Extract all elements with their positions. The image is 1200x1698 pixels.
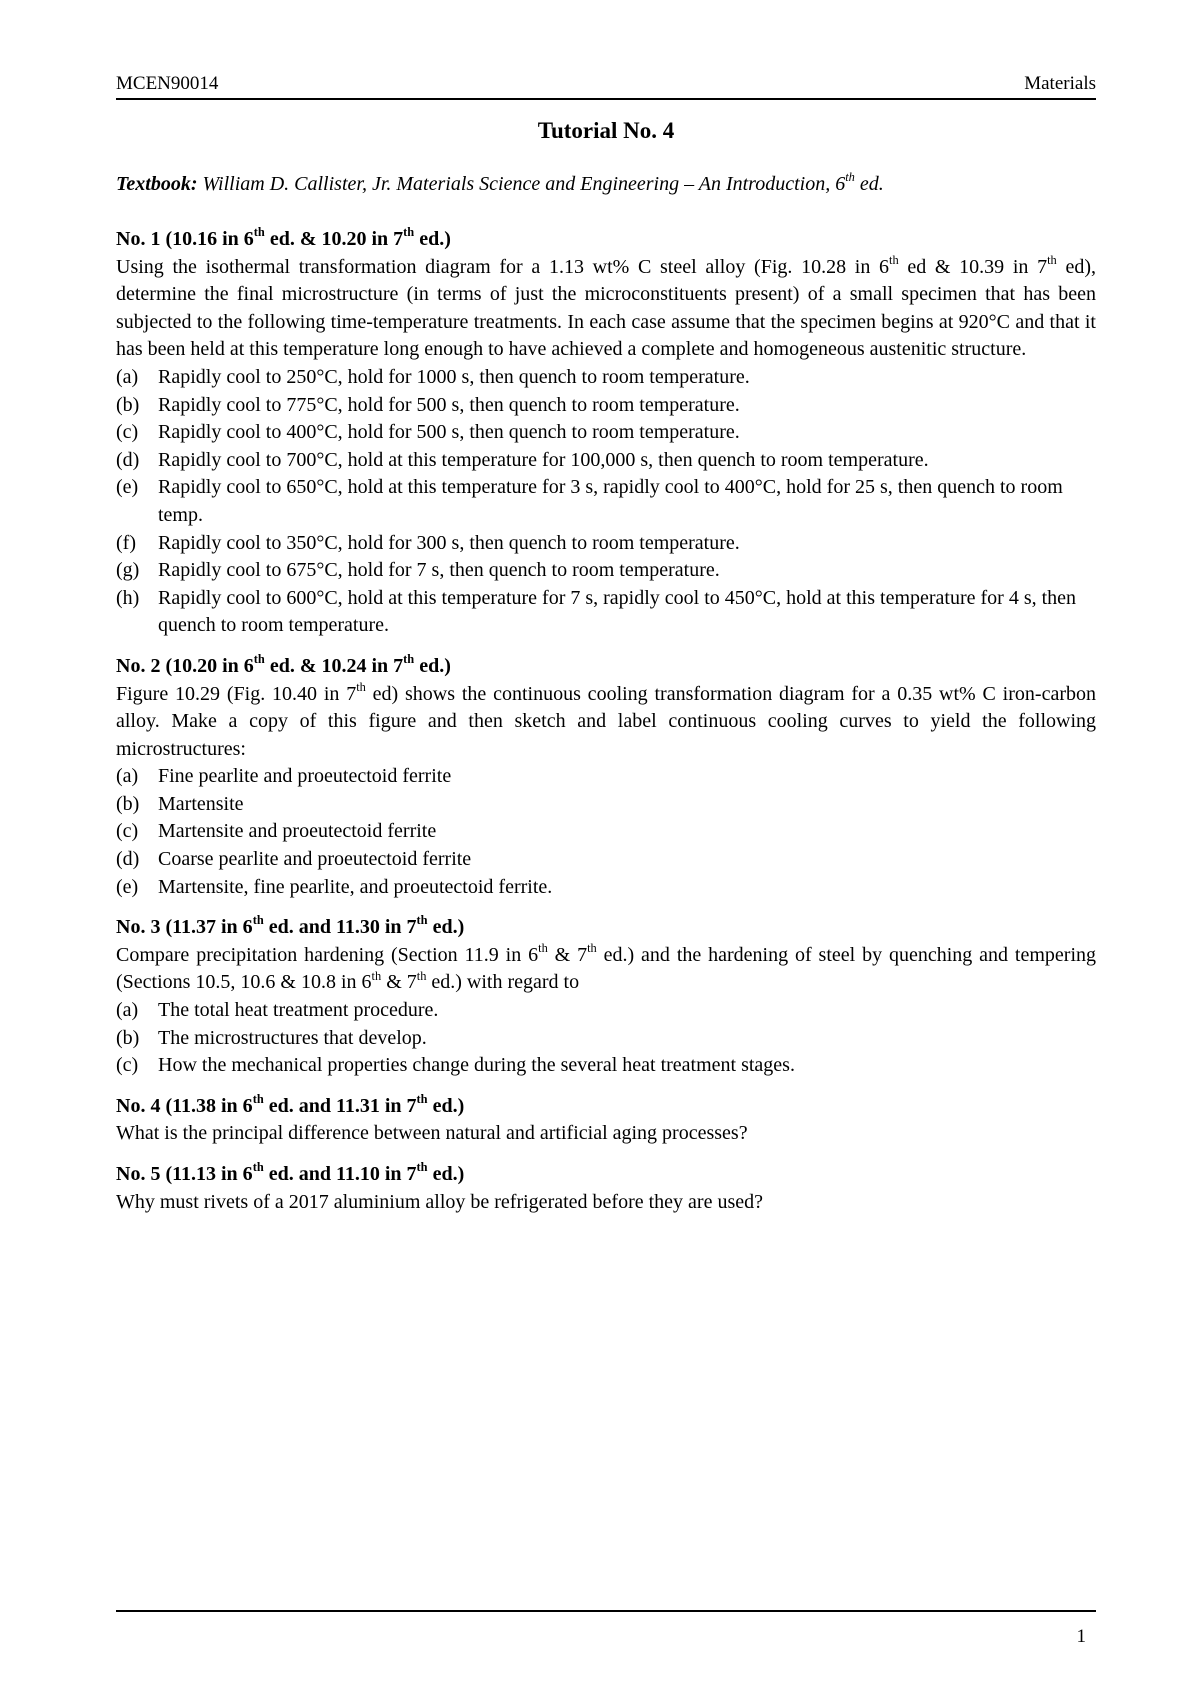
item-label: (e) bbox=[116, 875, 139, 898]
superscript: th bbox=[416, 968, 427, 983]
text-run: ed. and 11.10 in 7 bbox=[263, 1163, 417, 1185]
item-text: Rapidly cool to 350°C, hold for 300 s, then quench to room temperature. bbox=[158, 531, 740, 554]
item-label: (b) bbox=[116, 792, 140, 815]
superscript: th bbox=[538, 940, 548, 955]
item-text: Martensite, fine pearlite, and proeutectoid ferrite. bbox=[158, 875, 553, 898]
item-label: (b) bbox=[116, 1026, 140, 1049]
list-item bbox=[116, 763, 1096, 791]
text-run: Figure 10.29 (Fig. 10.40 in 7 bbox=[116, 682, 357, 705]
text-run: No. 2 (10.20 in 6 bbox=[116, 654, 254, 677]
item-text: Rapidly cool to 650°C, hold at this temperature for 3 s, rapidly cool to 400°C, hold for 25 s, then quench to room temp. bbox=[158, 476, 1063, 526]
question-text bbox=[116, 1120, 1096, 1148]
text-run: ed.) bbox=[427, 916, 465, 939]
textbook-label: Textbook: bbox=[116, 173, 198, 195]
text-run: ed. & 10.20 in 7 bbox=[264, 228, 404, 250]
list-item bbox=[116, 1052, 1096, 1080]
list-item bbox=[116, 997, 1096, 1025]
item-text: Fine pearlite and proeutectoid ferrite bbox=[158, 765, 452, 788]
page-header bbox=[116, 72, 1096, 100]
question-4 bbox=[116, 1093, 1096, 1148]
item-label: (c) bbox=[116, 820, 139, 843]
textbook-end: ed. bbox=[854, 173, 884, 195]
text-run: No. 4 (11.38 in 6 bbox=[116, 1094, 253, 1117]
question-heading bbox=[116, 226, 1096, 254]
superscript: th bbox=[416, 1160, 428, 1175]
superscript: th bbox=[889, 252, 899, 267]
superscript: th bbox=[587, 940, 597, 955]
question-2 bbox=[116, 653, 1096, 901]
superscript: th bbox=[356, 679, 366, 694]
superscript: th bbox=[252, 1091, 264, 1106]
list-item bbox=[116, 874, 1096, 902]
list-item bbox=[116, 392, 1096, 420]
list-item bbox=[116, 530, 1096, 558]
questions bbox=[116, 226, 1096, 1216]
text-run: ed & 10.39 in 7 bbox=[898, 255, 1048, 278]
item-text: Rapidly cool to 700°C, hold at this temperature for 100,000 s, then quench to room temperature. bbox=[158, 448, 929, 471]
question-heading bbox=[116, 1161, 1096, 1189]
item-label: (a) bbox=[116, 765, 139, 788]
item-text: Rapidly cool to 600°C, hold at this temperature for 7 s, rapidly cool to 450°C, hold at this temperature for 4 s, then quench to room temperature. bbox=[158, 586, 1077, 637]
question-items bbox=[116, 364, 1096, 640]
list-item bbox=[116, 791, 1096, 819]
question-text bbox=[116, 254, 1096, 364]
question-heading bbox=[116, 1093, 1096, 1121]
question-items bbox=[116, 997, 1096, 1080]
item-label: (a) bbox=[116, 999, 139, 1022]
text-run: No. 1 (10.16 in 6 bbox=[116, 228, 254, 250]
superscript: th bbox=[252, 913, 264, 928]
text-run: ed. & 10.24 in 7 bbox=[264, 654, 404, 677]
text-run: What is the principal difference between natural and artificial aging processes? bbox=[116, 1122, 748, 1145]
item-label: (c) bbox=[116, 421, 139, 444]
footer-rule bbox=[116, 1610, 1096, 1612]
item-text: The microstructures that develop. bbox=[158, 1026, 427, 1049]
text-run: ed.) bbox=[427, 1163, 465, 1185]
list-item bbox=[116, 474, 1096, 529]
list-item bbox=[116, 1025, 1096, 1053]
text-run: ed.) bbox=[414, 228, 451, 250]
textbook-reference bbox=[116, 170, 1096, 196]
item-label: (g) bbox=[116, 559, 140, 582]
list-item bbox=[116, 557, 1096, 585]
superscript: th bbox=[403, 652, 415, 667]
text-run: Why must rivets of a 2017 aluminium alloy be refrigerated before they are used? bbox=[116, 1190, 763, 1213]
superscript: th bbox=[253, 225, 265, 240]
list-item bbox=[116, 447, 1096, 475]
text-run: ed), determine the final microstructure (in terms of just the microconstituents present) of a small specimen that has been subjected to the following time-temperature treatments. In each case assume that the specimen begins at 920°C and that it has been held at this temperature long enough to have achieved a complete and homogeneous austenitic structure. bbox=[116, 255, 1096, 361]
superscript: th bbox=[253, 652, 265, 667]
item-label: (d) bbox=[116, 848, 140, 871]
item-text: Rapidly cool to 400°C, hold for 500 s, then quench to room temperature. bbox=[158, 421, 740, 444]
superscript: th bbox=[403, 225, 415, 240]
text-run: ed.) bbox=[427, 1094, 465, 1117]
text-run: & 7 bbox=[547, 943, 588, 966]
superscript: th bbox=[252, 1160, 264, 1175]
superscript: th bbox=[416, 913, 428, 928]
text-run: & 7 bbox=[381, 971, 417, 994]
superscript: th bbox=[371, 968, 382, 983]
text-run: ed.) with regard to bbox=[426, 971, 580, 994]
question-heading bbox=[116, 914, 1096, 942]
superscript: th bbox=[416, 1091, 428, 1106]
page-title: Tutorial No. 4 bbox=[537, 118, 675, 143]
text-run: No. 5 (11.13 in 6 bbox=[116, 1163, 253, 1185]
header-subject: Materials bbox=[1024, 73, 1096, 94]
item-label: (d) bbox=[116, 448, 140, 471]
item-text: How the mechanical properties change during the several heat treatment stages. bbox=[158, 1054, 795, 1077]
question-3 bbox=[116, 914, 1096, 1080]
item-text: The total heat treatment procedure. bbox=[158, 999, 439, 1022]
item-label: (f) bbox=[116, 531, 136, 554]
item-text: Martensite and proeutectoid ferrite bbox=[158, 820, 437, 843]
list-item bbox=[116, 818, 1096, 846]
item-text: Martensite bbox=[158, 792, 244, 815]
page-number: 1 bbox=[1076, 1626, 1086, 1647]
text-run: ed.) and the hardening of steel by quenching and tempering (Sections 10.5, 10.6 & 10.8 in 6 bbox=[116, 943, 1096, 994]
list-item bbox=[116, 585, 1096, 640]
text-run: ed. and 11.31 in 7 bbox=[263, 1094, 417, 1117]
textbook-text: William D. Callister, Jr. Materials Science and Engineering – An Introduction, 6 bbox=[197, 173, 846, 195]
item-label: (b) bbox=[116, 393, 140, 416]
list-item bbox=[116, 364, 1096, 392]
text-run: ed.) bbox=[414, 654, 451, 677]
item-label: (h) bbox=[116, 586, 140, 609]
superscript: th bbox=[1047, 252, 1057, 267]
question-5 bbox=[116, 1161, 1096, 1216]
question-text bbox=[116, 942, 1096, 997]
list-item bbox=[116, 846, 1096, 874]
question-heading bbox=[116, 653, 1096, 681]
question-items bbox=[116, 763, 1096, 901]
question-1 bbox=[116, 226, 1096, 640]
course-code: MCEN90014 bbox=[116, 73, 219, 94]
item-text: Rapidly cool to 250°C, hold for 1000 s, then quench to room temperature. bbox=[158, 365, 750, 388]
text-run: ed) shows the continuous cooling transformation diagram for a 0.35 wt% C iron-carbon alloy. Make a copy of this figure and then sketch and label continuous cooling curves to yield the following microstructures: bbox=[116, 682, 1096, 760]
list-item bbox=[116, 419, 1096, 447]
text-run: Compare precipitation hardening (Section 11.9 in 6 bbox=[116, 943, 539, 966]
item-text: Coarse pearlite and proeutectoid ferrite bbox=[158, 848, 472, 871]
text-run: No. 3 (11.37 in 6 bbox=[116, 916, 253, 939]
item-label: (e) bbox=[116, 476, 139, 499]
text-run: ed. and 11.30 in 7 bbox=[263, 916, 417, 939]
item-text: Rapidly cool to 675°C, hold for 7 s, then quench to room temperature. bbox=[158, 559, 720, 582]
item-label: (a) bbox=[116, 365, 139, 388]
question-text bbox=[116, 1189, 1096, 1217]
textbook-sup: th bbox=[845, 170, 855, 185]
item-label: (c) bbox=[116, 1054, 139, 1077]
item-text: Rapidly cool to 775°C, hold for 500 s, then quench to room temperature. bbox=[158, 393, 740, 416]
text-run: Using the isothermal transformation diagram for a 1.13 wt% C steel alloy (Fig. 10.28 in 6 bbox=[116, 255, 890, 278]
question-text bbox=[116, 681, 1096, 764]
